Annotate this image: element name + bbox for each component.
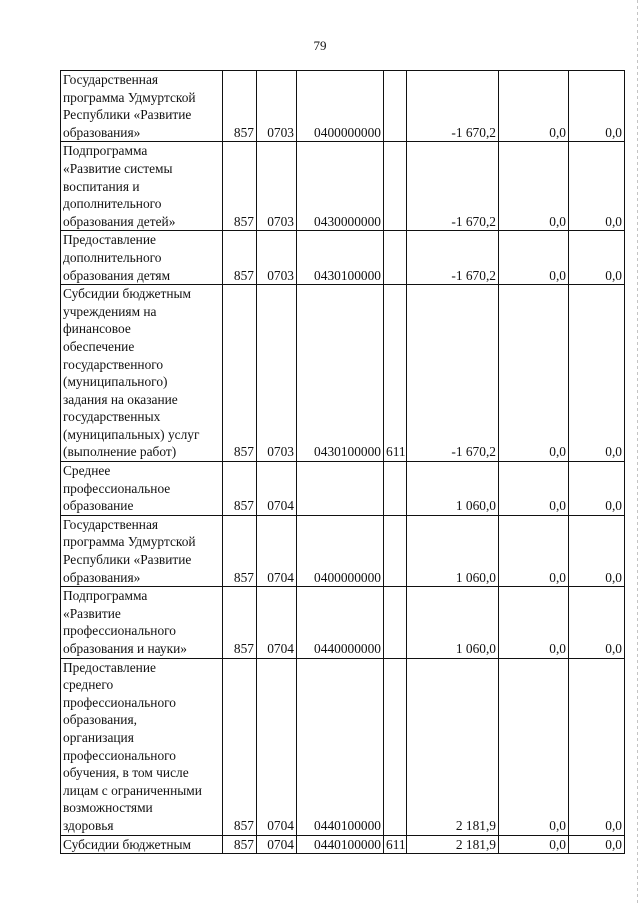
row-name-line: Предоставление xyxy=(63,659,156,675)
amount-2025-cell: 0,0 xyxy=(569,71,625,142)
amount-2025-cell: 0,0 xyxy=(569,835,625,854)
amount-cell: 2 181,9 xyxy=(407,835,499,854)
table-row xyxy=(61,515,625,586)
row-name-line: образования» xyxy=(63,124,141,140)
row-name-cell xyxy=(61,587,223,658)
amount-2024-cell: 0,0 xyxy=(499,658,569,835)
amount-cell: 1 060,0 xyxy=(407,515,499,586)
target-article-cell: 0440000000 xyxy=(297,587,384,658)
budget-table xyxy=(60,70,625,854)
expense-type-cell xyxy=(384,71,407,142)
row-name-line: Субсидии бюджетным xyxy=(63,836,191,852)
row-name-line: государственных xyxy=(63,409,161,425)
row-name-cell xyxy=(61,71,223,142)
row-name-line: Государственная xyxy=(63,516,159,532)
target-article-cell: 0400000000 xyxy=(297,71,384,142)
section-cell: 0703 xyxy=(257,71,297,142)
row-name-line: Подпрограмма xyxy=(63,143,148,159)
section-cell: 0703 xyxy=(257,231,297,285)
row-name-line: Подпрограмма xyxy=(63,588,148,604)
row-name-line: дополнительного xyxy=(63,196,162,212)
row-name-line: «Развитие xyxy=(63,605,121,621)
expense-type-cell: 611 xyxy=(384,835,407,854)
row-name-line: обеспечение xyxy=(63,338,135,354)
expense-type-cell xyxy=(384,142,407,231)
row-name-line: здоровья xyxy=(63,817,114,833)
amount-2024-cell: 0,0 xyxy=(499,515,569,586)
row-name-line: финансовое xyxy=(63,321,131,337)
row-name-line: организация xyxy=(63,729,134,745)
row-name-line: государственного xyxy=(63,356,164,372)
section-cell: 0704 xyxy=(257,587,297,658)
row-name-line: образования детей» xyxy=(63,213,176,229)
row-name-line: профессиональное xyxy=(63,480,171,496)
row-name-line: Государственная xyxy=(63,72,159,87)
expense-type-cell xyxy=(384,658,407,835)
row-name-line: лицам с ограниченными xyxy=(63,782,202,798)
row-name-cell xyxy=(61,658,223,835)
amount-cell: 1 060,0 xyxy=(407,587,499,658)
section-cell: 0704 xyxy=(257,658,297,835)
row-name-cell xyxy=(61,835,223,854)
row-name-line: Республики «Развитие xyxy=(63,552,192,568)
row-name-line: задания на оказание xyxy=(63,391,178,407)
row-name-line: Субсидии бюджетным xyxy=(63,286,191,302)
expense-type-cell xyxy=(384,515,407,586)
amount-2024-cell: 0,0 xyxy=(499,835,569,854)
amount-2025-cell: 0,0 xyxy=(569,515,625,586)
amount-2025-cell: 0,0 xyxy=(569,658,625,835)
grbs-cell: 857 xyxy=(223,142,257,231)
amount-2025-cell: 0,0 xyxy=(569,462,625,516)
row-name-line: профессионального xyxy=(63,623,176,639)
grbs-cell: 857 xyxy=(223,71,257,142)
row-name-line: Предоставление xyxy=(63,232,156,248)
row-name-line: программа Удмуртской xyxy=(63,89,196,105)
amount-2024-cell: 0,0 xyxy=(499,142,569,231)
row-name-line: (муниципальных) услуг xyxy=(63,426,200,442)
amount-2024-cell: 0,0 xyxy=(499,231,569,285)
table-row xyxy=(61,142,625,231)
amount-2024-cell: 0,0 xyxy=(499,285,569,462)
row-name-line: образования» xyxy=(63,569,141,585)
target-article-cell: 0430000000 xyxy=(297,142,384,231)
row-name-line: Республики «Развитие xyxy=(63,107,192,123)
grbs-cell: 857 xyxy=(223,231,257,285)
target-article-cell: 0400000000 xyxy=(297,515,384,586)
section-cell: 0704 xyxy=(257,462,297,516)
amount-2025-cell: 0,0 xyxy=(569,142,625,231)
table-row xyxy=(61,462,625,516)
amount-2024-cell: 0,0 xyxy=(499,462,569,516)
target-article-cell xyxy=(297,462,384,516)
row-name-line: профессионального xyxy=(63,694,176,710)
grbs-cell: 857 xyxy=(223,658,257,835)
table-body xyxy=(61,71,625,854)
grbs-cell: 857 xyxy=(223,285,257,462)
expense-type-cell xyxy=(384,587,407,658)
row-name-line: возможностями xyxy=(63,800,153,816)
grbs-cell: 857 xyxy=(223,462,257,516)
amount-cell: -1 670,2 xyxy=(407,71,499,142)
row-name-cell xyxy=(61,231,223,285)
amount-2025-cell: 0,0 xyxy=(569,587,625,658)
amount-cell: 2 181,9 xyxy=(407,658,499,835)
amount-2024-cell: 0,0 xyxy=(499,587,569,658)
row-name-line: Среднее xyxy=(63,463,111,479)
row-name-line: (муниципального) xyxy=(63,374,168,390)
row-name-line: образования детям xyxy=(63,267,171,283)
grbs-cell: 857 xyxy=(223,515,257,586)
amount-cell: 1 060,0 xyxy=(407,462,499,516)
row-name-line: профессионального xyxy=(63,747,176,763)
page-number: 79 xyxy=(313,38,327,53)
row-name-line: «Развитие системы xyxy=(63,160,173,176)
row-name-cell xyxy=(61,142,223,231)
table-row xyxy=(61,231,625,285)
target-article-cell: 0440100000 xyxy=(297,658,384,835)
target-article-cell: 0430100000 xyxy=(297,231,384,285)
row-name-cell xyxy=(61,515,223,586)
row-name-line: учреждениям на xyxy=(63,303,157,319)
amount-2025-cell: 0,0 xyxy=(569,285,625,462)
amount-2025-cell: 0,0 xyxy=(569,231,625,285)
expense-type-cell xyxy=(384,231,407,285)
grbs-cell: 857 xyxy=(223,835,257,854)
row-name-line: образования, xyxy=(63,712,137,728)
section-cell: 0703 xyxy=(257,142,297,231)
row-name-line: образования и науки» xyxy=(63,641,187,656)
amount-cell: -1 670,2 xyxy=(407,142,499,231)
table-row xyxy=(61,285,625,462)
table-row xyxy=(61,71,625,142)
section-cell: 0704 xyxy=(257,515,297,586)
target-article-cell: 0430100000 xyxy=(297,285,384,462)
table-row xyxy=(61,835,625,854)
amount-cell: -1 670,2 xyxy=(407,285,499,462)
amount-2024-cell: 0,0 xyxy=(499,71,569,142)
row-name-line: образование xyxy=(63,498,134,514)
row-name-cell xyxy=(61,285,223,462)
row-name-line: (выполнение работ) xyxy=(63,444,177,460)
row-name-line: воспитания и xyxy=(63,178,140,194)
row-name-line: дополнительного xyxy=(63,249,162,265)
row-name-line: обучения, в том числе xyxy=(63,765,189,781)
expense-type-cell xyxy=(384,462,407,516)
grbs-cell: 857 xyxy=(223,587,257,658)
amount-cell: -1 670,2 xyxy=(407,231,499,285)
target-article-cell: 0440100000 xyxy=(297,835,384,854)
table-row xyxy=(61,587,625,658)
row-name-line: среднего xyxy=(63,677,114,693)
table-row xyxy=(61,658,625,835)
row-name-line: программа Удмуртской xyxy=(63,534,196,550)
section-cell: 0703 xyxy=(257,285,297,462)
expense-type-cell: 611 xyxy=(384,285,407,462)
row-name-cell xyxy=(61,462,223,516)
section-cell: 0704 xyxy=(257,835,297,854)
scan-edge-artifact xyxy=(637,0,638,905)
